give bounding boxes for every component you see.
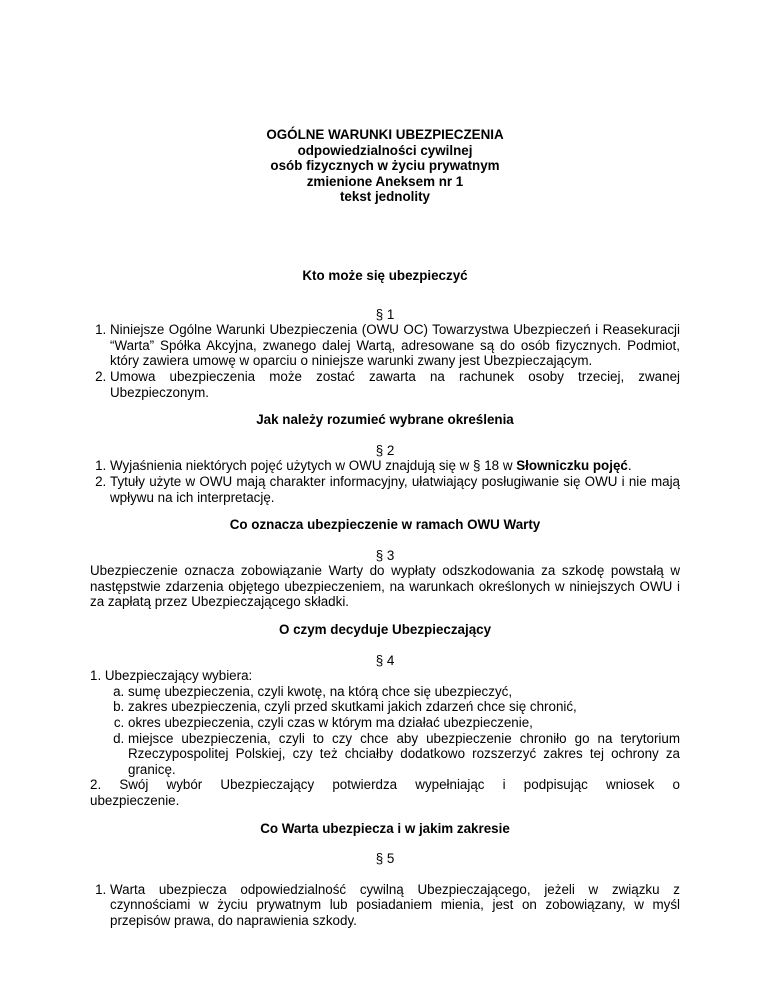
section-1-paragraph-mark: § 1 (375, 306, 395, 322)
section-4-item-a: a. sumę ubezpieczenia, czyli kwotę, na którą chce się ubezpieczyć, (128, 684, 680, 700)
section-2-item-1-end: . (627, 458, 632, 474)
section-5-paragraph-mark: § 5 (375, 851, 395, 867)
section-5-list (90, 882, 680, 929)
title-line-3: osób fizycznych w życiu prywatnym (270, 158, 500, 174)
section-4-list (90, 684, 680, 778)
document-title (90, 127, 680, 205)
section-2-item-1-text: Wyjaśnienia niektórych pojęć użytych w OWU znajdują się w § 18 w (110, 458, 517, 474)
section-2-paragraph-mark: § 2 (375, 442, 395, 458)
section-4-item-b: b. zakres ubezpieczenia, czyli przed skutkami jakich zdarzeń chce się chronić, (128, 699, 680, 715)
section-3-heading: Co oznacza ubezpieczenie w ramach OWU Warty (229, 517, 541, 533)
section-1-list (90, 322, 680, 400)
document-content (90, 127, 680, 929)
title-line-5: tekst jednolity (339, 189, 431, 205)
section-5-heading: Co Warta ubezpiecza i w jakim zakresie (260, 820, 510, 836)
section-2-item-1 (110, 458, 680, 474)
section-1-item-2: 2. Umowa ubezpieczenia może zostać zawarta na rachunek osoby trzeciej, zwanej Ubezpieczonym. (110, 369, 680, 400)
title-line-4: zmienione Aneksem nr 1 (306, 173, 464, 189)
section-1-item-1: 1. Niniejsze Ogólne Warunki Ubezpieczenia (OWU OC) Towarzystwa Ubezpieczeń i Reasekuracji “Warta” Spółka Akcyjna, zwanego dalej Wartą, adresowane są do osób fizycznych. Podmiot, który zawiera umowę w oparciu o niniejsze warunki zwany jest Ubezpieczającym. (110, 322, 680, 369)
section-4-paragraph-mark: § 4 (375, 652, 395, 668)
section-5-item-1: 1. Warta ubezpiecza odpowiedzialność cywilną Ubezpieczającego, jeżeli w związku z czynnościami w życiu prywatnym lub posiadaniem mienia, jest on zobowiązany, w myśl przepisów prawa, do naprawienia szkody. (110, 882, 680, 929)
section-2-item-2: 2. Tytuły użyte w OWU mają charakter informacyjny, ułatwiający posługiwanie się OWU i nie mają wpływu na ich interpretację. (110, 474, 680, 505)
section-4-point-2: 2. Swój wybór Ubezpieczający potwierdza wypełniając i podpisując wniosek o ubezpieczenie. (90, 777, 680, 808)
section-2-heading: Jak należy rozumieć wybrane określenia (256, 412, 514, 428)
section-4-item-c: c. okres ubezpieczenia, czyli czas w którym ma działać ubezpieczenie, (128, 715, 680, 731)
section-1-heading: Kto może się ubezpieczyć (302, 267, 468, 283)
section-4-item-d: d. miejsce ubezpieczenia, czyli to czy chce aby ubezpieczenie chroniło go na terytorium Rzeczypospolitej Polskiej, czy też chciałby dodatkowo rozszerzyć zakres tej ochrony za granicę. (128, 731, 680, 778)
title-line-1: OGÓLNE WARUNKI UBEZPIECZENIA (266, 127, 504, 142)
section-3-paragraph-mark: § 3 (375, 547, 395, 563)
section-3-text: Ubezpieczenie oznacza zobowiązanie Warty do wypłaty odszkodowania za szkodę powstałą w następstwie zdarzenia objętego ubezpieczeniem, na warunkach określonych w niniejszych OWU i za zapłatą przez Ubezpieczającego składki. (90, 563, 680, 610)
glossary-reference: Słowniczku pojęć (516, 458, 628, 474)
title-line-2: odpowiedzialności cywilnej (297, 142, 473, 158)
section-2-list (90, 458, 680, 505)
section-4-heading: O czym decyduje Ubezpieczający (278, 622, 492, 638)
section-4-intro: 1. Ubezpieczający wybiera: (90, 668, 253, 684)
